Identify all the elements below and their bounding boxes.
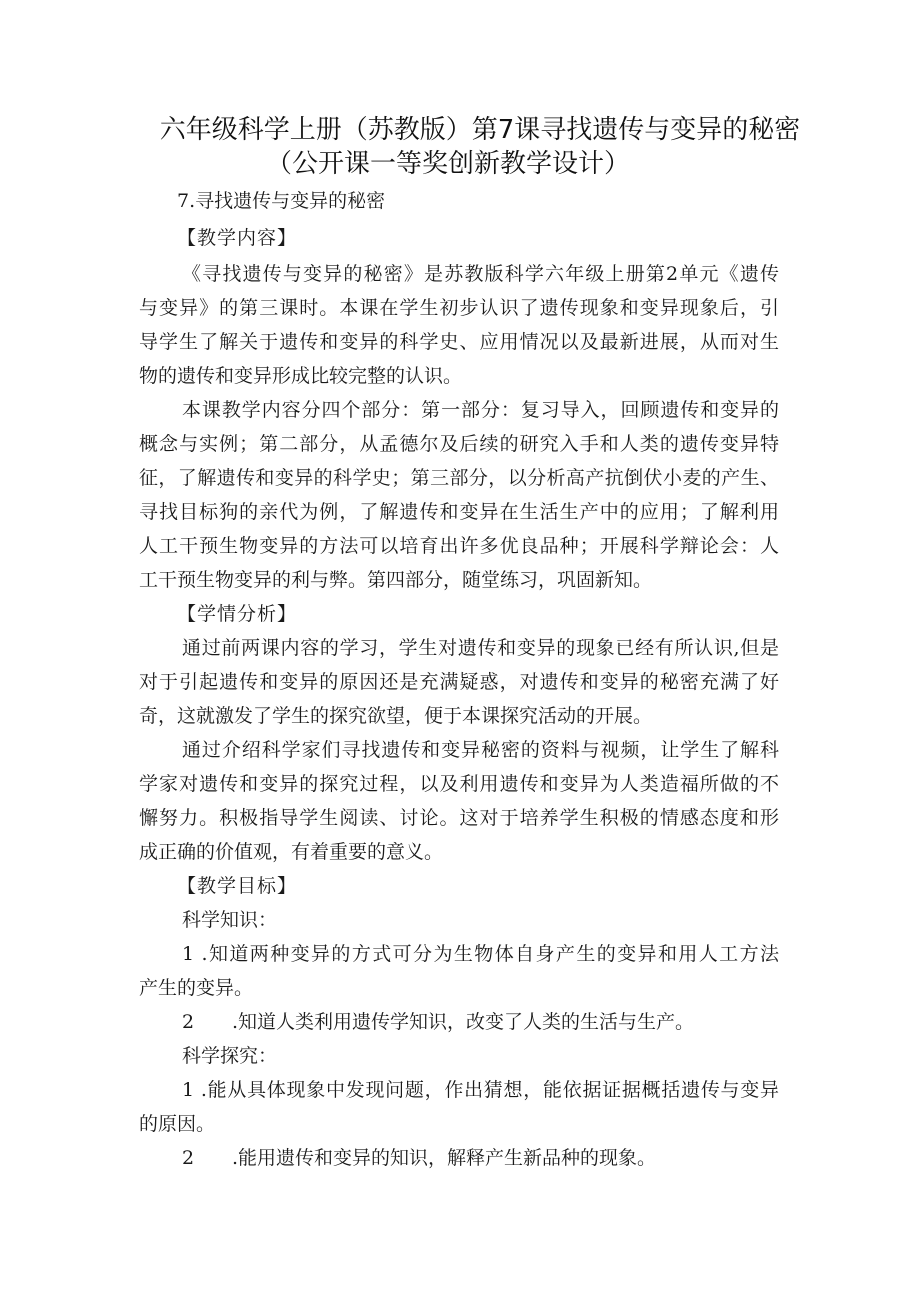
paragraph-line: 通过前两课内容的学习，学生对遗传和变异的现象已经有所认识,但是 [182,637,779,659]
paragraph-line: 对于引起遗传和变异的原因还是充满疑惑，对遗传和变异的秘密充满了好 [139,671,779,693]
goal-item-knowledge-2: .知道人类利用遗传学知识，改变了人类的生活与生产。 [232,1011,695,1033]
paragraph-line: 与变异》的第三课时。本课在学生初步认识了遗传现象和变异现象后，引 [139,297,779,319]
paragraph-line: 人工干预生物变异的方法可以培育出许多优良品种；开展科学辩论会：人 [139,535,779,557]
paragraph-line: 本课教学内容分四个部分：第一部分：复习导入，回顾遗传和变异的 [182,399,779,421]
paragraph-line: 工干预生物变异的利与弊。第四部分，随堂练习，巩固新知。 [139,569,653,591]
paragraph-line: 《寻找遗传与变异的秘密》是苏教版科学六年级上册第2单元《遗传 [182,263,779,285]
goal-item-knowledge-2-number: 2 [182,1011,195,1033]
section-heading-analysis: 【学情分析】 [177,603,298,625]
document-title-line-1: 六年级科学上册（苏教版）第7课寻找遗传与变异的秘密 [159,115,801,145]
document-title-line-2: （公开课一等奖创新教学设计） [265,149,630,179]
paragraph-line: 奇，这就激发了学生的探究欲望，便于本课探究活动的开展。 [139,705,653,727]
paragraph-line: 寻找目标狗的亲代为例，了解遗传和变异在生活生产中的应用；了解利用 [139,501,779,523]
goal-item-inquiry-2: .能用遗传和变异的知识，解释产生新品种的现象。 [232,1147,657,1169]
goal-item-knowledge-1-cont: 产生的变异。 [139,977,254,999]
paragraph-line: 成正确的价值观，有着重要的意义。 [139,841,444,863]
paragraph-line: 学家对遗传和变异的探究过程，以及利用遗传和变异为人类造福所做的不 [139,773,779,795]
goal-item-knowledge-1: 1 .知道两种变异的方式可分为生物体自身产生的变异和用人工方法 [182,943,779,965]
subheading-knowledge: 科学知识： [182,909,278,931]
goal-item-inquiry-1: 1 .能从具体现象中发现问题，作出猜想，能依据证据概括遗传与变异 [182,1079,779,1101]
goal-item-inquiry-1-cont: 的原因。 [139,1113,216,1135]
goal-item-inquiry-2-number: 2 [182,1147,195,1169]
paragraph-line: 通过介绍科学家们寻找遗传和变异秘密的资料与视频，让学生了解科 [182,739,779,761]
paragraph-line: 征，了解遗传和变异的科学史；第三部分，以分析高产抗倒伏小麦的产生、 [139,467,779,489]
section-heading-content: 【教学内容】 [177,227,298,249]
lesson-subtitle: 7.寻找遗传与变异的秘密 [177,190,386,212]
paragraph-line: 概念与实例；第二部分，从孟德尔及后续的研究入手和人类的遗传变异特 [139,433,779,455]
section-heading-goals: 【教学目标】 [177,875,298,897]
paragraph-line: 懈努力。积极指导学生阅读、讨论。这对于培养学生积极的情感态度和形 [139,807,779,829]
paragraph-line: 物的遗传和变异形成比较完整的认识。 [139,365,463,387]
paragraph-line: 导学生了解关于遗传和变异的科学史、应用情况以及最新进展，从而对生 [139,331,779,353]
subheading-inquiry: 科学探究： [182,1045,278,1067]
